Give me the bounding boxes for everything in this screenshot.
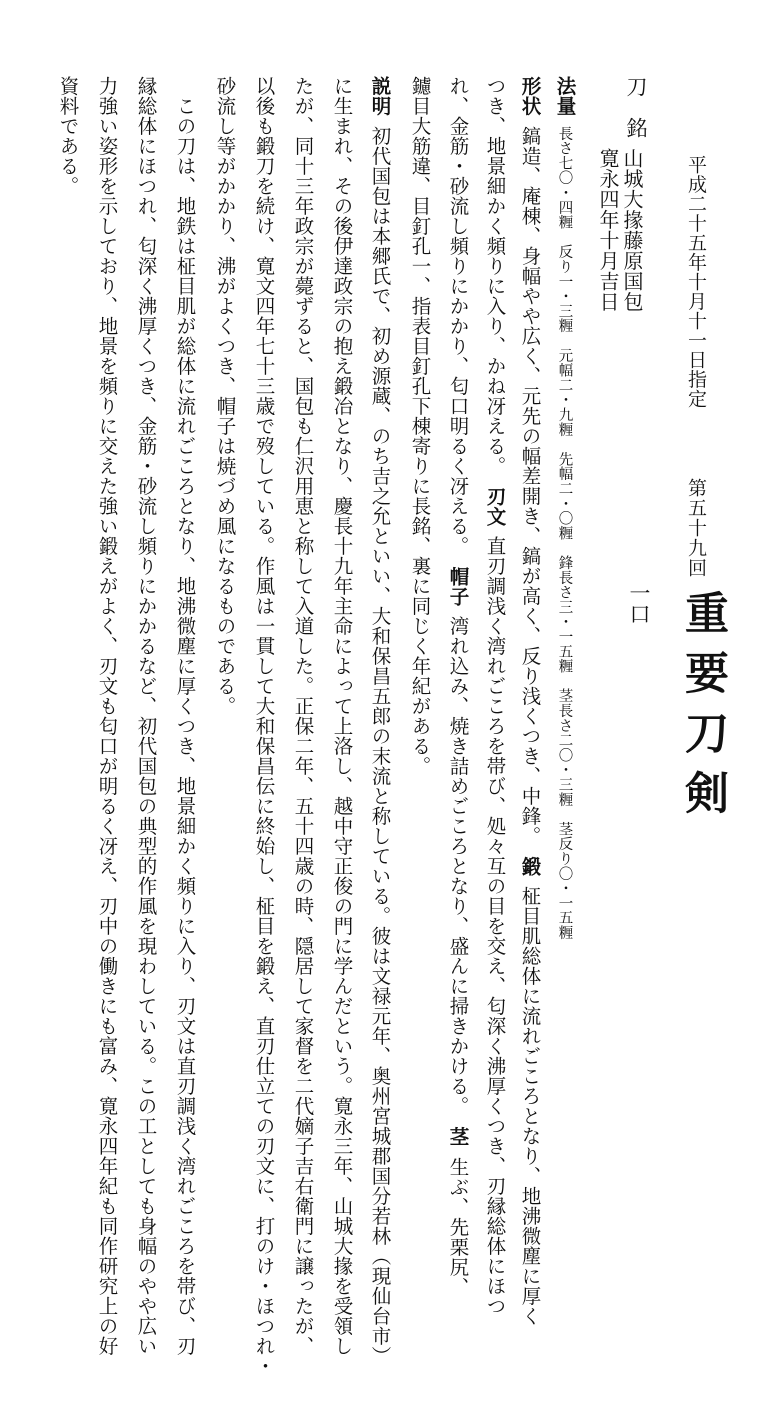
item-type: 刀 [624,76,648,117]
column-text: 力強い姿形を示しており、地景を頻りに交えた強い鍛えがよく、刃文も匂口が明るく冴え、刃中の働きにも富み、寛永四年紀も同作研究上の好 [95,76,119,1356]
measurements-line [555,76,575,940]
column-text: 以後も鍛刀を続け、寛文四年七十三歳で歿している。作風は一貫して大和保昌伝に終始し、柾目を鍛え、直刃仕立ての刃文に、打のけ・ほつれ・ [252,76,276,1376]
column-text: この刀は、地鉄は柾目肌が総体に流れごころとなり、地沸微塵に厚くつき、地景細かく頻りに入り、刃文は直刃調浅く湾れごころを帯び、刃 [173,76,197,1356]
section-heading: 帽子 [446,566,470,607]
measurements-text: 長さ七〇・四糎 反り一・三糎 元幅二・九糎 先幅二・〇糎 鋒長さ三・一五糎 茎長さ二〇・三糎 茎反り〇・一五糎 [556,126,573,940]
body-column [58,76,78,196]
inscription-label: 銘 [624,117,648,158]
column-text: 直刃調浅く湾れごころを帯び、処々互の目を交え、匂深く沸厚くつき、刃縁総体にほつ [483,536,507,1317]
section-heading: 刃文 [483,486,507,527]
body-column [520,76,540,1326]
column-text: つき、地景細かく頻りに入り、かね冴える。 [483,76,507,487]
column-text: たが、同十三年政宗が薨ずると、国包も仁沢用恵と称して入道した。正保二年、五十四歳の時、隠居して家督を二代嫡子吉右衛門に譲ったが、 [291,76,315,1356]
inscription-row-2 [596,148,630,312]
column-text: 初代国包は本郷氏で、初め源蔵、のち吉之允といい、大和保昌五郎の末流と称している。彼は文禄元年、奥州宮城郡国分若林（現仙台市） [368,126,392,1366]
document-title: 重要刀剣 [677,590,728,830]
body-column [485,76,505,1316]
session-number: 第五十九回 [685,478,707,578]
body-column [97,76,117,1356]
body-column [293,76,313,1356]
body-column [136,76,156,1356]
body-column [254,76,274,1376]
column-text: 鎬造、庵棟、身幅やや広く、元先の幅差開き、鎬が高く、反り浅くつき、中鋒。 [518,126,542,857]
column-text: 砂流し等がかかり、沸がよくつき、帽子は焼づめ風になるものである。 [213,76,237,716]
measurements-heading: 法量 [553,76,577,116]
column-text: 縁総体にほつれ、匂深く沸厚くつき、金筋・砂流し頻りにかかるなど、初代国包の典型的作風を現わしている。この工としても身幅のやや広い [134,76,158,1356]
body-column [448,76,468,1297]
column-text: に生まれ、その後伊達政宗の抱え鍛冶となり、慶長十九年主命によって上洛し、越中守正俊の門に学んだという。寛永三年、山城大掾を受領し [330,76,354,1356]
section-heading: 鍛 [518,856,542,877]
column-text: 柾目肌総体に流れごころとなり、地沸微塵に厚く [518,886,542,1327]
column-text: れ、金筋・砂流し頻りにかかり、匂口明るく冴える。 [446,76,470,567]
section-heading: 形状 [518,76,542,116]
inscription-line: 寛永四年十月吉日 [596,148,620,312]
column-text: 湾れ込み、焼き詰めごころとなり、盛んに掃きかける。 [446,616,470,1127]
column-text: 資料である。 [56,76,80,196]
section-heading: 茎 [446,1126,470,1147]
designation-date: 平成二十五年十月十一日指定 [685,155,707,409]
body-column [410,76,430,776]
column-text: 生ぶ、先栗尻、 [446,1156,470,1297]
body-column [215,76,235,716]
inscription-line: 山城大掾藤原国包 [620,148,644,312]
column-text: 鑢目大筋違、目釘孔一、指表目釘孔下棟寄りに長銘、裏に同じく年紀がある。 [408,76,432,776]
body-column [332,76,352,1356]
section-heading: 説明 [368,76,392,116]
item-count: 一口 [627,582,651,624]
body-column [370,76,390,1366]
body-column [175,76,195,1356]
item-type-and-inscription-label [625,76,646,158]
